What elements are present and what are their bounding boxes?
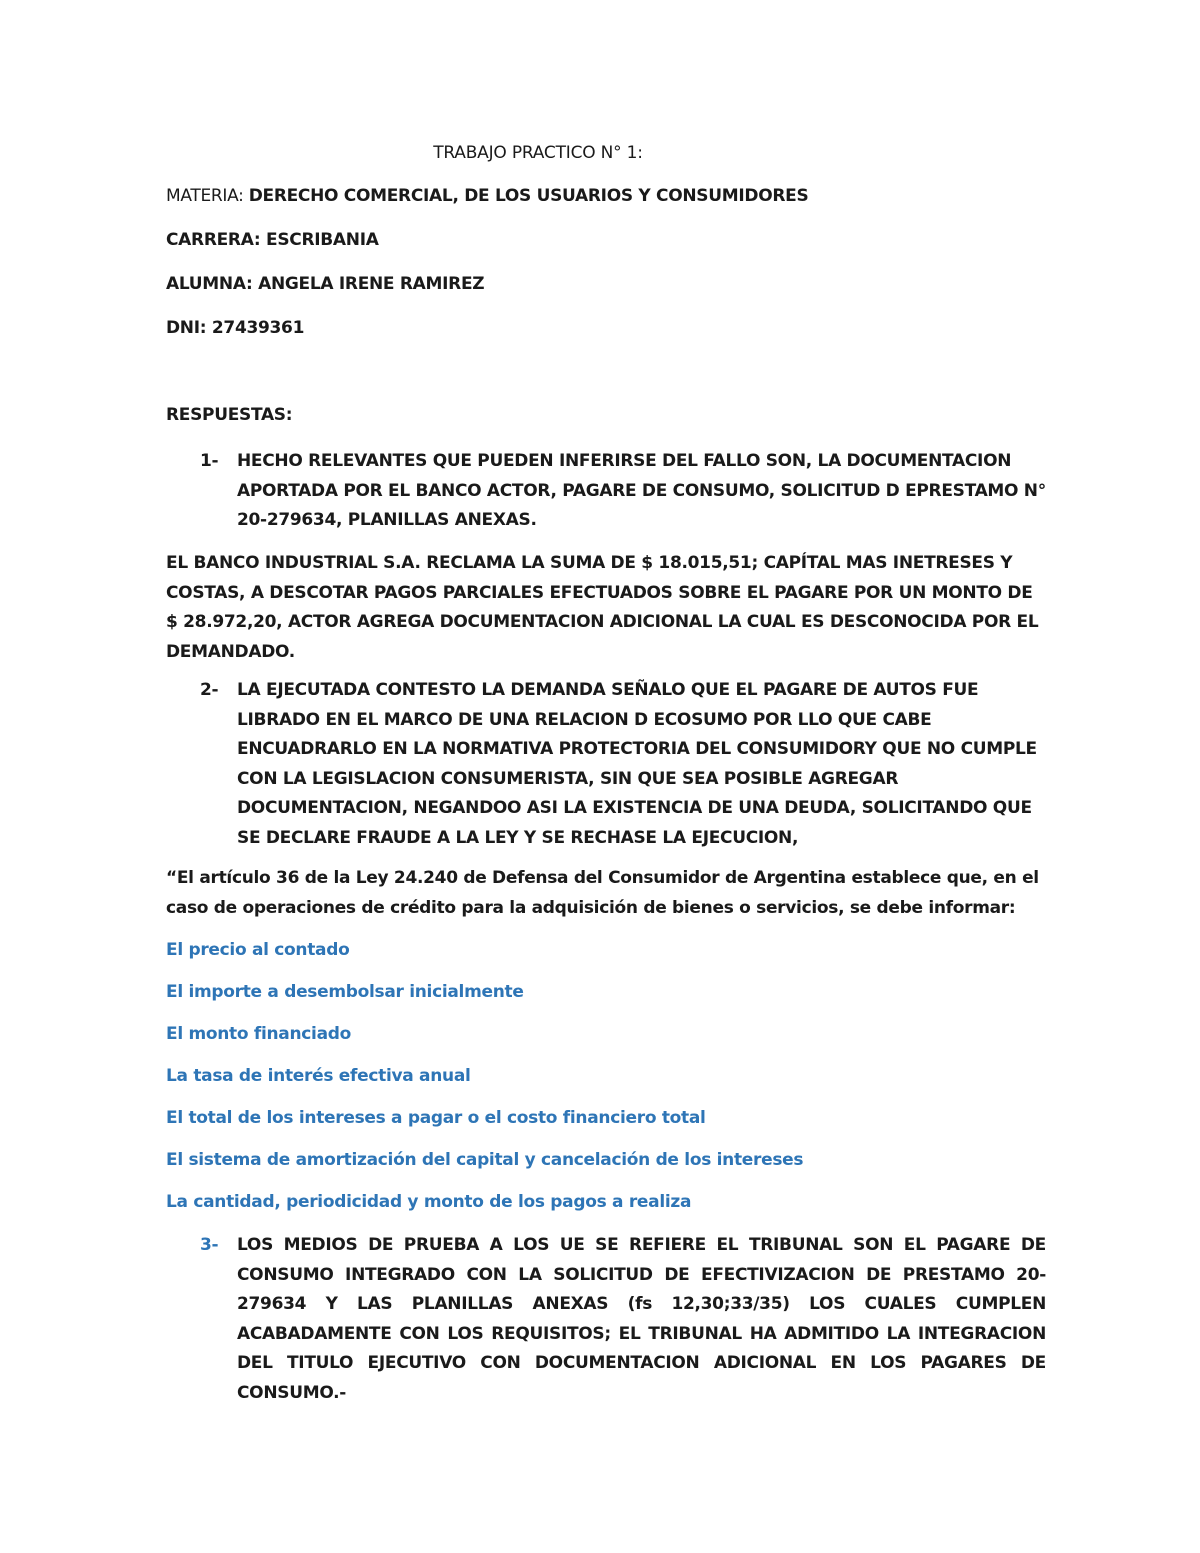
respuestas-heading: RESPUESTAS: xyxy=(166,405,293,425)
answer-item-1 xyxy=(200,447,1046,536)
alumna-line: ALUMNA: ANGELA IRENE RAMIREZ xyxy=(166,274,485,294)
answer-number-2: 2- xyxy=(200,680,219,700)
answer-number-3: 3- xyxy=(200,1235,219,1255)
answer-text-2: LA EJECUTADA CONTESTO LA DEMANDA SEÑALO QUE EL PAGARE DE AUTOS FUE LIBRADO EN EL MARCO DE UNA RELACION D ECOSUMO POR LLO QUE CABE ENCUADRARLO EN LA NORMATIVA PROTECTORIA DEL CONSUMIDORY QUE NO CUMPLE CON LA LEGISLACION CONSUMERISTA, SIN QUE SEA POSIBLE AGREGAR DOCUMENTACION, NEGANDOO ASI LA EXISTENCIA DE UNA DEUDA, SOLICITANDO QUE SE DECLARE FRAUDE A LA LEY Y SE RECHASE LA EJECUCION, xyxy=(237,680,1037,848)
carrera-line: CARRERA: ESCRIBANIA xyxy=(166,230,379,250)
list-item: El total de los intereses a pagar o el costo financiero total xyxy=(166,1108,706,1128)
paragraph-banco: EL BANCO INDUSTRIAL S.A. RECLAMA LA SUMA DE $ 18.015,51; CAPÍTAL MAS INETRESES Y COSTAS, A DESCOTAR PAGOS PARCIALES EFECTUADOS SOBRE EL PAGARE POR UN MONTO DE $ 28.972,20, ACTOR AGREGA DOCUMENTACION ADICIONAL LA CUAL ES DESCONOCIDA POR EL DEMANDADO. xyxy=(166,553,1039,662)
list-item: El monto financiado xyxy=(166,1024,352,1044)
answer-number-1: 1- xyxy=(200,451,219,471)
answer-item-2 xyxy=(200,676,1046,853)
list-item: La tasa de interés efectiva anual xyxy=(166,1066,471,1086)
list-item: El importe a desembolsar inicialmente xyxy=(166,982,524,1002)
answer-item-3 xyxy=(200,1231,1046,1408)
materia-line xyxy=(166,186,808,206)
quote-paragraph: “El artículo 36 de la Ley 24.240 de Defensa del Consumidor de Argentina establece que, en el caso de operaciones de crédito para la adquisición de bienes o servicios, se debe informar: xyxy=(166,868,1039,918)
materia-label: MATERIA: xyxy=(166,186,249,206)
document-title: TRABAJO PRACTICO N° 1: xyxy=(433,143,643,163)
list-item: El precio al contado xyxy=(166,940,350,960)
list-item: La cantidad, periodicidad y monto de los pagos a realiza xyxy=(166,1192,692,1212)
list-item: El sistema de amortización del capital y cancelación de los intereses xyxy=(166,1150,804,1170)
answer-text-1: HECHO RELEVANTES QUE PUEDEN INFERIRSE DEL FALLO SON, LA DOCUMENTACION APORTADA POR EL BANCO ACTOR, PAGARE DE CONSUMO, SOLICITUD D EPRESTAMO N° 20-279634, PLANILLAS ANEXAS. xyxy=(237,451,1046,530)
dni-line: DNI: 27439361 xyxy=(166,318,305,338)
materia-value: DERECHO COMERCIAL, DE LOS USUARIOS Y CONSUMIDORES xyxy=(248,186,809,206)
answer-text-3: LOS MEDIOS DE PRUEBA A LOS UE SE REFIERE EL TRIBUNAL SON EL PAGARE DE CONSUMO INTEGRADO CON LA SOLICITUD DE EFECTIVIZACION DE PRESTAMO 20-279634 Y LAS PLANILLAS ANEXAS (fs 12,30;33/35) LOS CUALES CUMPLEN ACABADAMENTE CON LOS REQUISITOS; EL TRIBUNAL HA ADMITIDO LA INTEGRACION DEL TITULO EJECUTIVO CON DOCUMENTACION ADICIONAL EN LOS PAGARES DE CONSUMO.- xyxy=(237,1235,1046,1403)
